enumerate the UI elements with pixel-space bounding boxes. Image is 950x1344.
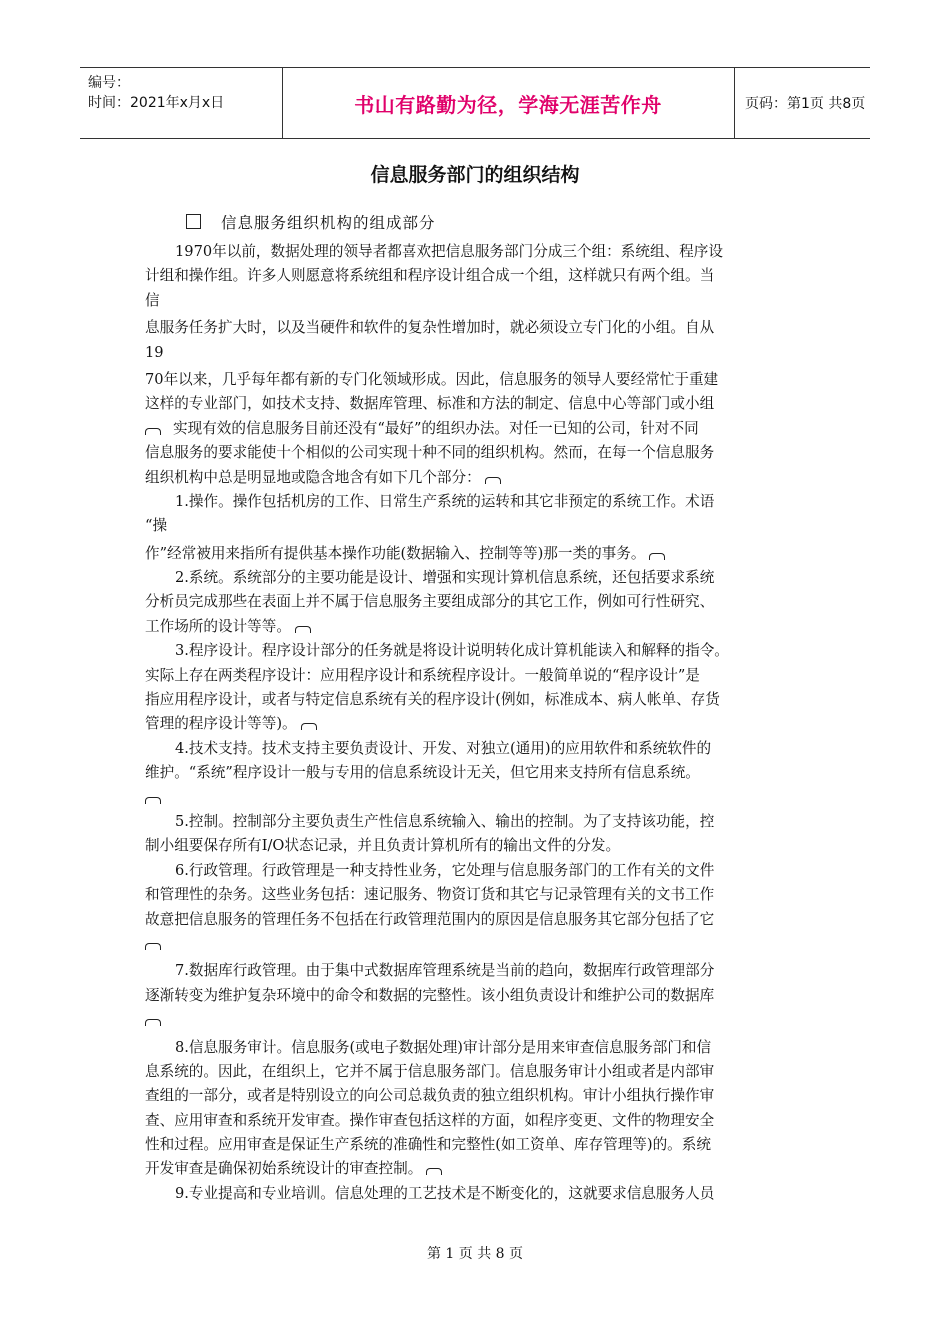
text-line: 这样的专业部门，如技术支持、数据库管理、标准和方法的制定、信息中心等部门或小组 [145, 395, 715, 413]
text-line: 故意把信息服务的管理任务不包括在行政管理范围内的原因是信息服务其它部分包括了它 [145, 910, 715, 928]
text-line: 查组的一部分，或者是特别设立的向公司总裁负责的独立组织机构。审计小组执行操作审 [145, 1087, 715, 1105]
return-mark-icon [145, 797, 161, 804]
text-line: 计组和操作组。许多人则愿意将系统组和程序设计组合成一个组，这样就只有两个组。当 [145, 267, 715, 285]
return-mark-icon [145, 943, 161, 950]
text-line: 逐渐转变为维护复杂环境中的命令和数据的完整性。该小组负责设计和维护公司的数据库 [145, 986, 715, 1004]
text-line: 指应用程序设计，或者与特定信息系统有关的程序设计(例如，标准成本、病人帐单、存货 [145, 691, 720, 709]
text-line: 开发审查是确保初始系统设计的审查控制。 [145, 1157, 810, 1181]
text-line: 3.程序设计。程序设计部分的任务就是将设计说明转化成计算机能读入和解释的指令。 [175, 642, 729, 660]
return-mark-icon [295, 626, 311, 633]
text-line: 和管理性的杂务。这些业务包括：速记服务、物资订货和其它与记录管理有关的文书工作 [145, 886, 715, 904]
text-line: 9.专业提高和专业培训。信息处理的工艺技术是不断变化的，这就要求信息服务人员 [175, 1184, 715, 1202]
header-left-cell [80, 68, 283, 138]
motto: 书山有路勤为径，学海无涯苦作舟 [354, 92, 662, 117]
page-footer: 第 1 页 共 8 页 [426, 1246, 524, 1262]
checkbox-icon [186, 214, 201, 229]
text-line: 制小组要保存所有I/O状态记录，并且负责计算机所有的输出文件的分发。 [145, 837, 621, 855]
text-line: 实际上存在两类程序设计：应用程序设计和系统程序设计。一般简单说的“程序设计”是 [145, 666, 700, 684]
return-mark-icon [145, 428, 161, 435]
text-line: 19 [145, 343, 164, 361]
time-label: 时间：2021年x月x日 [88, 95, 225, 111]
section-heading [186, 211, 436, 233]
text-line: 4.技术支持。技术支持主要负责设计、开发、对独立(通用)的应用软件和系统软件的 [175, 739, 712, 757]
return-mark-icon [649, 553, 665, 560]
text-line: 工作场所的设计等等。 [145, 615, 810, 639]
text-line: 2.系统。系统部分的主要功能是设计、增强和实现计算机信息系统，还包括要求系统 [175, 569, 715, 587]
header-motto-cell [282, 68, 735, 138]
text-line [145, 786, 810, 810]
text-line: 1970年以前，数据处理的领导者都喜欢把信息服务部门分成三个组：系统组、程序设 [175, 243, 723, 260]
text-line: 查、应用审查和系统开发审查。操作审查包括这样的方面，如程序变更、文件的物理安全 [145, 1111, 715, 1129]
text-line [145, 1008, 810, 1032]
text-line: “操 [145, 517, 168, 535]
text-line: 信息服务的要求能使十个相似的公司实现十种不同的组织机构。然而，在每一个信息服务 [145, 444, 715, 462]
text-line: 8.信息服务审计。信息服务(或电子数据处理)审计部分是用来审查信息服务部门和信 [175, 1038, 712, 1056]
text-line: 分析员完成那些在表面上并不属于信息服务主要组成部分的其它工作，例如可行性研究、 [145, 593, 715, 611]
text-line: 性和过程。应用审查是保证生产系统的准确性和完整性(如工资单、库存管理等)的。系统 [145, 1136, 711, 1154]
text-line: 作”经常被用来指所有提供基本操作功能(数据输入、控制等等)那一类的事务。 [145, 542, 810, 566]
text-line [145, 932, 810, 956]
body-text [145, 240, 810, 1206]
section-heading-text: 信息服务组织机构的组成部分 [221, 214, 436, 232]
text-line: 息服务任务扩大时，以及当硬件和软件的复杂性增加时，就必须设立专门化的小组。自从 [145, 319, 715, 337]
return-mark-icon [301, 723, 317, 730]
number-label: 编号： [88, 75, 130, 91]
text-line: 6.行政管理。行政管理是一种支持性业务，它处理与信息服务部门的工作有关的文件 [175, 861, 715, 879]
text-line: 实现有效的信息服务目前还没有“最好”的组织办法。对任一已知的公司，针对不同 [145, 417, 810, 441]
return-mark-icon [485, 477, 501, 484]
text-line: 组织机构中总是明显地或隐含地含有如下几个部分： [145, 466, 810, 490]
text-line: 5.控制。控制部分主要负责生产性信息系统输入、输出的控制。为了支持该功能，控 [175, 812, 715, 830]
text-line: 息系统的。因此，在组织上，它并不属于信息服务部门。信息服务审计小组或者是内部审 [145, 1062, 715, 1080]
text-line: 信 [145, 291, 160, 309]
return-mark-icon [145, 1019, 161, 1026]
text-line: 70年以来，几乎每年都有新的专门化领域形成。因此，信息服务的领导人要经常忙于重建 [145, 370, 719, 388]
header-page-cell [735, 68, 870, 138]
return-mark-icon [426, 1168, 442, 1175]
page-title: 信息服务部门的组织结构 [370, 164, 580, 186]
text-line: 维护。“系统”程序设计一般与专用的信息系统设计无关，但它用来支持所有信息系统。 [145, 764, 700, 782]
text-line: 7.数据库行政管理。由于集中式数据库管理系统是当前的趋向，数据库行政管理部分 [175, 962, 715, 980]
text-line: 管理的程序设计等等)。 [145, 712, 810, 736]
page-info: 页码：第1页 共8页 [745, 96, 866, 112]
header-table [80, 67, 870, 139]
text-line: 1.操作。操作包括机房的工作、日常生产系统的运转和其它非预定的系统工作。术语 [175, 492, 715, 510]
